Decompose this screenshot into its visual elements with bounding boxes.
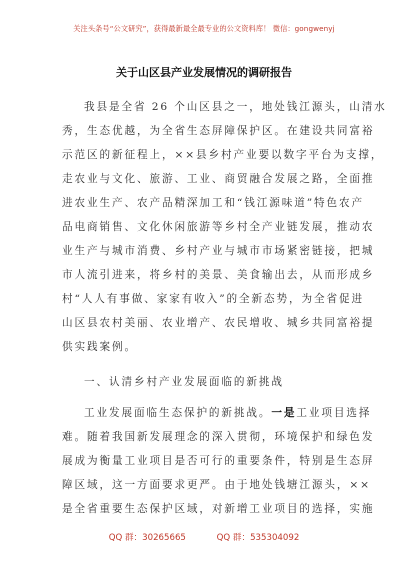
paragraph-line: 品电商销售、文化休闲旅游等乡村全产业链发展，推动农 <box>62 221 375 233</box>
paragraph-line: 难。随着我国新发展理念的深入贯彻，环境保护和绿色发 <box>62 431 375 443</box>
paragraph-line: 是全省重要生态保护区域，对新增工业项目的选择，实施 <box>62 503 375 515</box>
paragraph-line: 市人流引进来，将乡村的美景、美食输出去，从而形成乡 <box>62 269 375 281</box>
paragraph-line: 展成为衡量工业项目是否可行的重要条件，特别是生态屏 <box>62 455 375 467</box>
promo-banner-text: 关注头条号“公文研究”，获得最新最全最专业的公文资料库！ 微信：gongwenyj <box>73 24 335 33</box>
qq-group-2: QQ 群：535304092 <box>216 533 300 543</box>
footer-contact <box>0 531 408 543</box>
paragraph-line: 示范区的新征程上，××县乡村产业要以数字平台为支撑， <box>62 149 384 161</box>
paragraph-line: 山区县农村美丽、农业增产、农民增收、城乡共同富裕提 <box>62 317 375 329</box>
paragraph-line: 秀，生态优越，为全省生态屏障保护区。在建设共同富裕 <box>62 125 375 137</box>
paragraph-line: 业生产与城市消费、乡村产业与城市市场紧密链接，把城 <box>62 245 375 257</box>
bold-marker: 一是 <box>271 407 297 419</box>
paragraph-line: 走农业与文化、旅游、工业、商贸融合发展之路，全面推 <box>62 173 375 185</box>
paragraph-line: 障区域，这一方面要求更严。由于地处钱塘江源头，×× <box>62 479 371 491</box>
qq-group-1: QQ 群：30265665 <box>108 533 186 543</box>
paragraph-line: 村“人人有事做、家家有收入”的全新态势，为全省促进 <box>62 293 364 305</box>
header-bar <box>0 0 408 64</box>
paragraph-tail: 工业项目选择 <box>296 407 372 419</box>
document-title: 关于山区县产业发展情况的调研报告 <box>116 66 292 79</box>
paragraph-line: 进农业生产、农产品精深加工和“钱江源味道”特色农产 <box>62 197 364 209</box>
paragraph-line: 我县是全省 26 个山区县之一，地处钱江源头，山清水 <box>84 101 387 113</box>
paragraph-line <box>84 407 372 420</box>
paragraph-lead: 工业发展面临生态保护的新挑战。 <box>84 407 272 419</box>
section-heading: 一、认清乡村产业发展面临的新挑战 <box>84 376 284 388</box>
paragraph-line: 供实践案例。 <box>62 341 137 353</box>
